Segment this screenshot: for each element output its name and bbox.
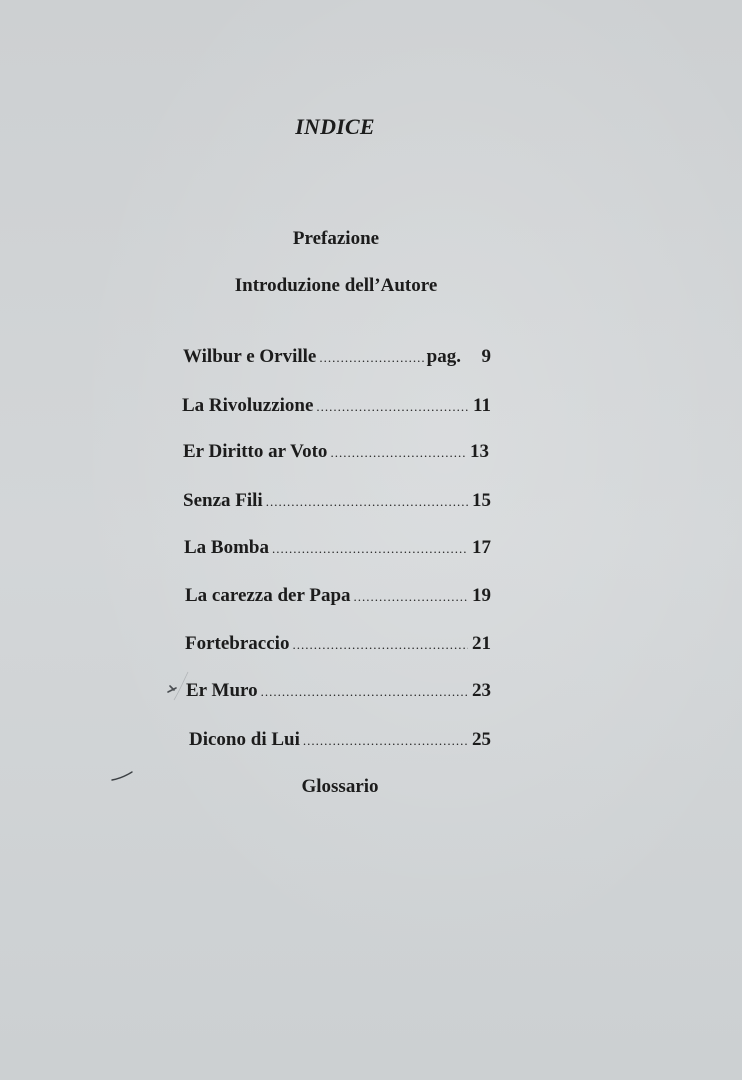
toc-glossario: Glossario	[301, 776, 379, 797]
dot-leader	[266, 494, 468, 510]
toc-entry-label: Er Diritto ar Voto	[183, 441, 328, 462]
toc-entry-label: Fortebraccio	[185, 633, 290, 654]
toc-introduzione: Introduzione dell’Autore	[234, 275, 438, 296]
toc-entry	[185, 585, 491, 611]
dot-leader	[319, 350, 423, 366]
toc-entry	[189, 729, 491, 755]
dot-leader	[354, 589, 468, 605]
toc-entry-page: 23	[472, 680, 491, 701]
toc-entry	[182, 395, 491, 421]
dot-leader	[272, 541, 468, 557]
dot-leader	[330, 445, 466, 461]
toc-entry	[183, 346, 491, 372]
index-title: INDICE	[295, 114, 375, 139]
toc-entry	[186, 680, 491, 706]
dot-leader	[261, 684, 468, 700]
toc-entry-label: Senza Fili	[183, 490, 263, 511]
toc-entry-page: 13	[470, 441, 489, 462]
toc-entry-label: Dicono di Lui	[189, 729, 300, 750]
toc-entry	[184, 537, 491, 563]
toc-entry-page: 17	[472, 537, 491, 558]
toc-entry-label: Er Muro	[186, 680, 258, 701]
toc-entry-page: 9	[481, 346, 491, 367]
dot-leader	[303, 733, 468, 749]
toc-entry-page: 15	[472, 490, 491, 511]
toc-entry-label: Wilbur e Orville	[183, 346, 317, 367]
toc-entry-page-prefix: pag.	[426, 346, 461, 367]
toc-entry	[185, 633, 491, 659]
toc-entry-label: La Bomba	[184, 537, 269, 558]
dot-leader	[292, 637, 468, 653]
toc-entry	[183, 441, 489, 467]
toc-entry-page: 21	[472, 633, 491, 654]
toc-entry-page: 25	[472, 729, 491, 750]
toc-entry-label: La Rivoluzzione	[182, 395, 314, 416]
toc-prefazione: Prefazione	[292, 228, 380, 249]
toc-entry	[183, 490, 491, 516]
dot-leader	[316, 399, 468, 415]
toc-entry-page: 19	[472, 585, 491, 606]
toc-entry-page: 11	[473, 395, 491, 416]
toc-entry-label: La carezza der Papa	[185, 585, 351, 606]
